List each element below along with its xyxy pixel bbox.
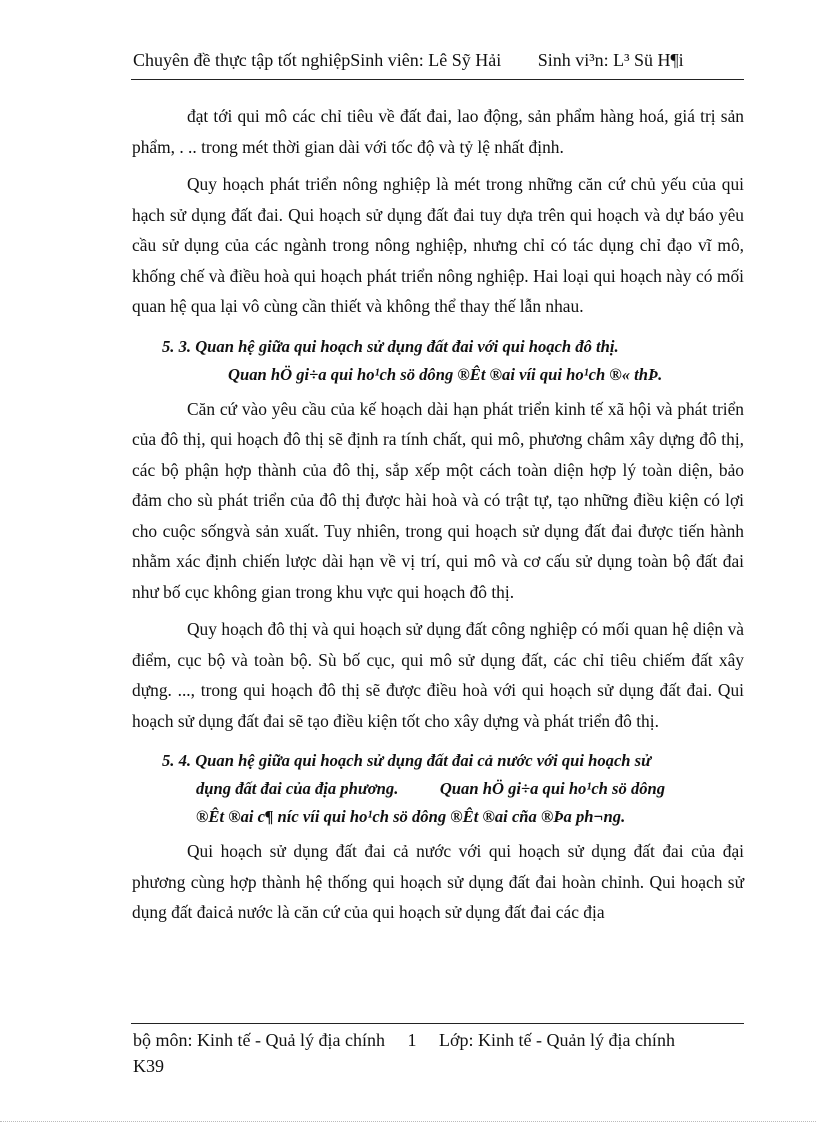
- footer-page-number: 1: [407, 1030, 417, 1050]
- section-5-3-title-garbled: Quan hÖ gi÷a qui ho¹ch sö dông ®Êt ®ai víi qui ho¹ch ®« thÞ.: [228, 364, 663, 384]
- header-rule: [131, 79, 744, 80]
- footer-class-label: Lớp: Kinh tế - Quản lý địa chính: [438, 1030, 675, 1050]
- section-5-3-title: 5. 3. Quan hệ giữa qui hoạch sử dụng đất đai với qui hoạch đô thị.: [162, 336, 619, 356]
- section-5-4-title-line3: ®Êt ®ai c¶ níc víi qui ho¹ch sö dông ®Êt ®ai cña ®Þa ph¬ng.: [196, 807, 626, 826]
- page-footer: [133, 1027, 745, 1079]
- paragraph-2: Quy hoạch phát triển nông nghiệp là mét trong những căn cứ chủ yếu của qui hạch sử dụng đất đai. Qui hoạch sử dụng đất đai tuy dựa trên qui hoạch và dự báo yêu cầu sử dụng của các ngành trong nông nghiệp, nhưng chỉ có tác dụng chỉ đạo vĩ mô, khống chế và điều hoà qui hoạch phát triển nông nghiệp. Hai loại qui hoạch này có mối quan hệ qua lại vô cùng cần thiết và không thể thay thế lẫn nhau.: [132, 174, 744, 316]
- paragraph-1: đạt tới qui mô các chỉ tiêu về đất đai, lao động, sản phẩm hàng hoá, giá trị sản phẩm, . .. trong mét thời gian dài với tốc độ và tỷ lệ nhất định.: [132, 106, 744, 157]
- section-5-4-title-line2: dụng đất đai của địa phương. Quan hÖ gi÷a qui ho¹ch sö dông: [196, 779, 666, 798]
- document-body: [132, 101, 744, 928]
- footer-rule: [131, 1023, 744, 1024]
- footer-class-code: K39: [133, 1056, 164, 1076]
- paragraph-3: Căn cứ vào yêu cầu của kế hoạch dài hạn phát triển kinh tế xã hội và phát triển của đô thị, qui hoạch đô thị sẽ định ra tính chất, qui mô, phương châm xây dựng đô thị, các bộ phận hợp thành của đô thị, sắp xếp một cách toàn diện hợp lý toàn diện, bảo đảm cho sù phát triển của đô thị được hài hoà và có trật tự, tạo những điều kiện có lợi cho cuộc sốngvà sản xuất. Tuy nhiên, trong qui hoạch sử dụng đất đai được tiến hành nhằm xác định chiến lược dài hạn về vị trí, qui mô và cơ cấu sử dụng toàn bộ đất đai như bố cục không gian trong khu vực qui hoạch đô thị.: [132, 398, 744, 602]
- footer-department: bộ môn: Kinh tế - Quả lý địa chính: [133, 1030, 385, 1050]
- section-5-4-title-line1: 5. 4. Quan hệ giữa qui hoạch sử dụng đất đai cả nước với qui hoạch sử: [162, 751, 652, 770]
- paragraph-5: Qui hoạch sử dụng đất đai cả nước với qui hoạch sử dụng đất đai của đại phương cùng hợp thành hệ thống qui hoạch sử dụng đất đai hoàn chỉnh. Qui hoạch sử dụng đất đaicả nước là căn cứ của qui hoạch sử dụng đất đai các địa: [132, 841, 744, 922]
- paragraph-4: Quy hoạch đô thị và qui hoạch sử dụng đất công nghiệp có mối quan hệ diện và điểm, cục bộ và toàn bộ. Sù bố cục, qui mô sử dụng đất, các chỉ tiêu chiếm đất xây dựng. ..., trong qui hoạch đô thị sẽ được điều hoà với qui hoạch sử dụng đất đai. Qui hoạch sử dụng đất đai sẽ tạo điều kiện tốt cho xây dựng và phát triển đô thị.: [132, 619, 744, 731]
- section-5-4-heading: [132, 747, 744, 831]
- header-right-text: Sinh vi³n: L³ Sü H¶i: [537, 50, 684, 70]
- section-5-3-heading: [132, 333, 744, 389]
- page-header: [133, 50, 745, 71]
- page-bottom-border: [0, 1121, 816, 1122]
- header-left-text: Chuyên đề thực tập tốt nghiệpSinh viên: Lê Sỹ Hải: [133, 50, 502, 70]
